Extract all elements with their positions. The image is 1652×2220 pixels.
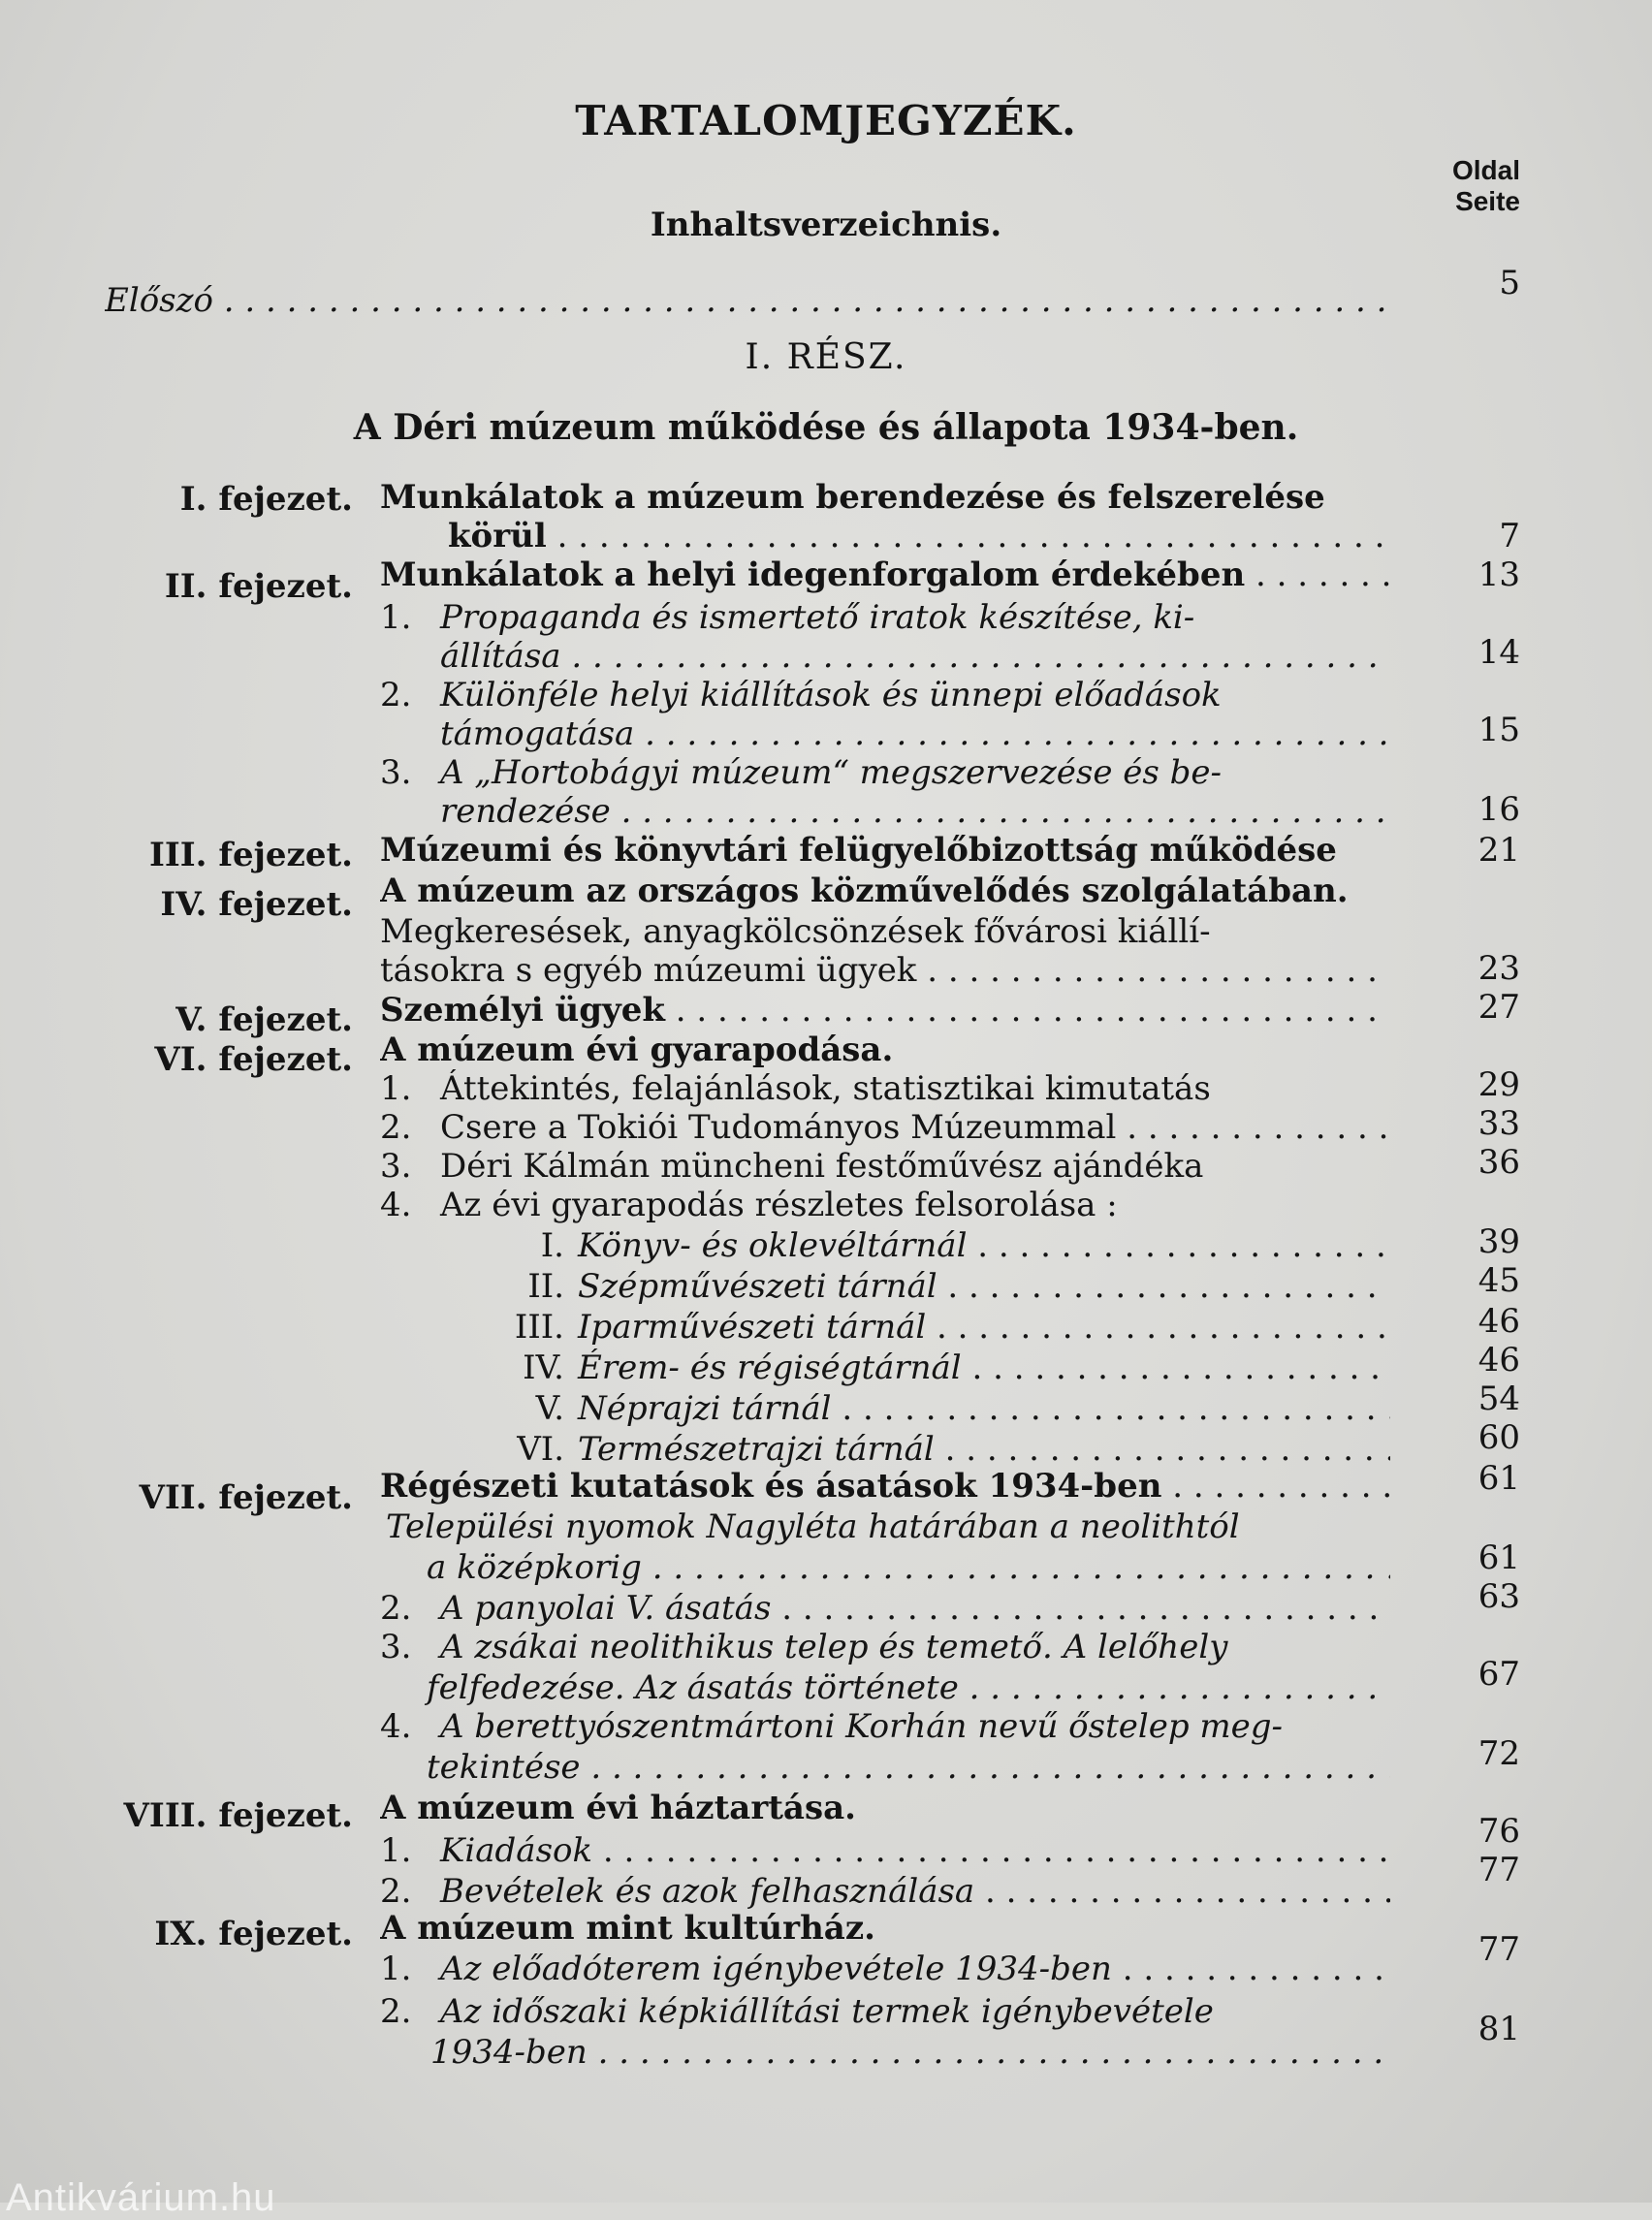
page-number: 46 <box>1477 1341 1520 1380</box>
part-heading: I. RÉSZ. <box>745 337 907 377</box>
chapter-title[interactable]: A múzeum évi háztartása. <box>380 1789 856 1827</box>
page-number: 36 <box>1477 1143 1520 1182</box>
chapter-label: V. fejezet. <box>175 1000 353 1039</box>
column-header-hu: Oldal <box>1451 155 1520 185</box>
foreword-page-number: 5 <box>1499 264 1520 302</box>
chapter-subtitle[interactable]: Megkeresések, anyagkölcsönzések fővárosi kiállí- <box>380 912 1211 951</box>
toc-item-cont[interactable]: támogatása . . . <box>380 714 1390 753</box>
page-number: 39 <box>1477 1222 1520 1261</box>
page-title: TARTALOMJEGYZÉK. <box>575 97 1077 144</box>
part-title: A Déri múzeum működése és állapota 1934-ben. <box>353 407 1299 448</box>
toc-subitem[interactable]: I. Könyv- és oklevéltárnál . . . <box>456 1226 1390 1265</box>
toc-item[interactable]: 1. Áttekintés, felajánlások, statisztikai kimutatás <box>380 1069 1211 1108</box>
page-number: 23 <box>1477 949 1520 988</box>
page-number: 61 <box>1477 1538 1520 1577</box>
foreword-label: Előszó <box>105 281 213 320</box>
toc-item[interactable]: Települési nyomok Nagyléta határában a neolithtól <box>386 1507 1240 1546</box>
toc-subitem[interactable]: IV. Érem- és régiségtárnál . . . <box>456 1348 1390 1387</box>
chapter-title[interactable]: Munkálatok a helyi idegenforgalom érdekében . . . <box>380 555 1390 594</box>
page-subtitle: Inhaltsverzeichnis. <box>650 206 1002 244</box>
toc-item[interactable]: 4. A berettyószentmártoni Korhán nevű őstelep meg- <box>380 1707 1284 1746</box>
chapter-label: VIII. fejezet. <box>123 1796 353 1835</box>
page-number: 76 <box>1477 1812 1520 1851</box>
chapter-label: I. fejezet. <box>179 480 353 519</box>
page-number: 33 <box>1477 1104 1520 1143</box>
page-number: 72 <box>1477 1734 1520 1773</box>
column-header-de: Seite <box>1455 186 1520 216</box>
toc-item-cont[interactable]: 1934-ben . . . <box>380 2033 1390 2072</box>
toc-item[interactable]: 2. Csere a Tokiói Tudományos Múzeummal . . . <box>380 1108 1390 1147</box>
page-number: 21 <box>1477 831 1520 870</box>
toc-item[interactable]: 2. A panyolai V. ásatás . . . <box>380 1589 1390 1628</box>
toc-item[interactable]: 3. A zsákai neolithikus telep és temető. A lelőhely <box>380 1628 1228 1666</box>
toc-subitem[interactable]: II. Szépművészeti tárnál . . . <box>456 1267 1390 1306</box>
page-number: 61 <box>1477 1459 1520 1498</box>
page-number: 27 <box>1477 988 1520 1027</box>
chapter-title[interactable]: Munkálatok a múzeum berendezése és felszerelése <box>380 478 1325 517</box>
page-number: 77 <box>1477 1930 1520 1969</box>
page-number: 45 <box>1477 1261 1520 1300</box>
chapter-subtitle-cont[interactable]: tásokra s egyéb múzeumi ügyek . . . <box>380 951 1390 990</box>
page-number: 46 <box>1477 1302 1520 1341</box>
page-number: 7 <box>1499 517 1520 555</box>
toc-item[interactable]: 1. Propaganda és ismertető iratok készítése, ki- <box>380 598 1195 637</box>
toc-item-cont[interactable]: állítása . . . <box>380 637 1390 676</box>
page-number: 77 <box>1477 1851 1520 1889</box>
chapter-title[interactable]: Személyi ügyek . . . <box>380 991 1390 1030</box>
chapter-title[interactable]: A múzeum az országos közművelődés szolgálatában. <box>380 872 1349 910</box>
chapter-label: VII. fejezet. <box>139 1478 353 1517</box>
chapter-label: IX. fejezet. <box>154 1915 353 1953</box>
toc-item[interactable]: 2. Az időszaki képkiállítási termek igénybevétele <box>380 1992 1214 2031</box>
toc-item[interactable]: 4. Az évi gyarapodás részletes felsorolása : <box>380 1186 1118 1224</box>
chapter-label: II. fejezet. <box>164 567 353 606</box>
page-number: 14 <box>1477 633 1520 672</box>
toc-item[interactable]: 2. Különféle helyi kiállítások és ünnepi előadások <box>380 676 1222 714</box>
chapter-label: VI. fejezet. <box>154 1040 353 1079</box>
chapter-title[interactable]: Múzeumi és könyvtári felügyelőbizottság működése <box>380 831 1337 870</box>
toc-item[interactable]: 2. Bevételek és azok felhasználása . . . <box>380 1872 1390 1911</box>
page-number: 29 <box>1477 1065 1520 1104</box>
toc-subitem[interactable]: V. Néprajzi tárnál . . . <box>456 1389 1390 1428</box>
page-number: 13 <box>1477 555 1520 594</box>
foreword-entry[interactable] <box>105 281 1384 320</box>
toc-item[interactable]: 1. Az előadóterem igénybevétele 1934-ben . . . <box>380 1950 1390 1988</box>
toc-subitem[interactable]: VI. Természetrajzi tárnál . . . <box>456 1430 1390 1469</box>
watermark: Antikvárium.hu <box>6 2176 276 2219</box>
chapter-label: IV. fejezet. <box>160 885 353 924</box>
page-number: 81 <box>1477 2010 1520 2048</box>
chapter-title[interactable]: A múzeum évi gyarapodása. <box>380 1031 894 1069</box>
chapter-title-cont[interactable]: körül . . . <box>380 517 1390 555</box>
toc-item-cont[interactable]: a középkorig . . . <box>380 1548 1390 1587</box>
toc-item-cont[interactable]: felfedezése. Az ásatás története . . . <box>380 1668 1390 1707</box>
toc-subitem[interactable]: III. Iparművészeti tárnál . . . <box>456 1308 1390 1347</box>
toc-item[interactable]: 3. Déri Kálmán müncheni festőművész ajándéka <box>380 1147 1204 1186</box>
page-number: 16 <box>1477 790 1520 829</box>
page-number: 54 <box>1477 1380 1520 1418</box>
chapter-title[interactable]: A múzeum mint kultúrház. <box>380 1909 875 1948</box>
page-number: 67 <box>1477 1655 1520 1694</box>
toc-item[interactable]: 1. Kiadások . . . <box>380 1831 1390 1870</box>
page-number: 63 <box>1477 1577 1520 1616</box>
chapter-label: III. fejezet. <box>148 836 353 874</box>
page-number: 60 <box>1477 1418 1520 1457</box>
toc-item[interactable]: 3. A „Hortobágyi múzeum“ megszervezése és be- <box>380 753 1223 792</box>
toc-item-cont[interactable]: rendezése . . . <box>380 792 1390 831</box>
chapter-title[interactable]: Régészeti kutatások és ásatások 1934-ben . . . <box>380 1467 1390 1506</box>
page-number: 15 <box>1477 711 1520 749</box>
toc-item-cont[interactable]: tekintése . . . <box>380 1748 1390 1787</box>
